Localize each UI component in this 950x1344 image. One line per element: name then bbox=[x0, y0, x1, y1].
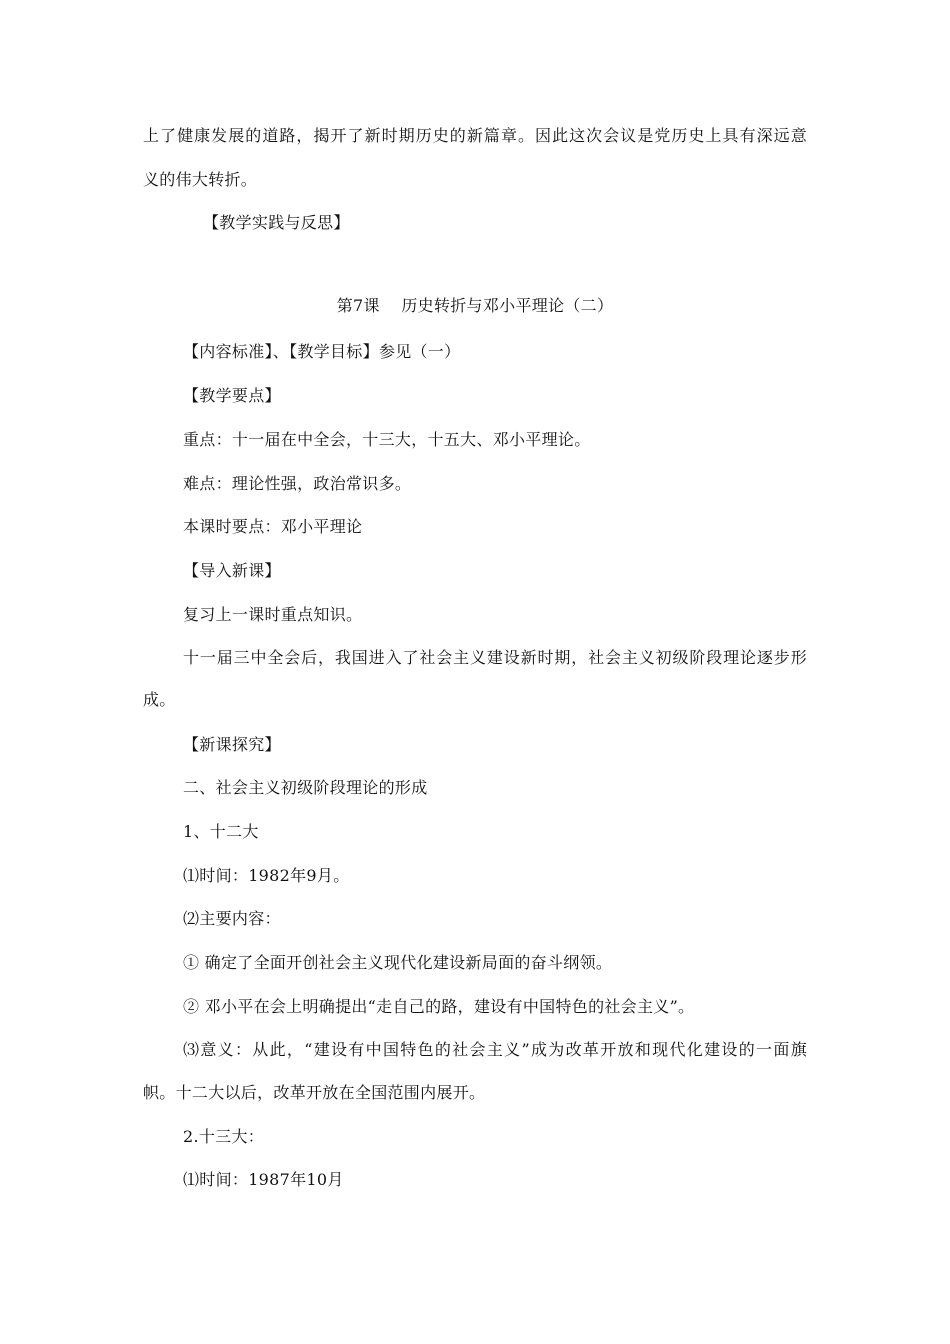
paragraph-line: 难点：理论性强，政治常识多。 bbox=[183, 474, 412, 493]
section-heading: 【教学要点】 bbox=[183, 386, 281, 405]
paragraph-line: 上了健康发展的道路，揭开了新时期历史的新篇章。因此这次会议是党历史上具有深远意 bbox=[143, 126, 807, 145]
paragraph-line: 1、十二大 bbox=[183, 822, 259, 841]
paragraph-line: 2.十三大： bbox=[183, 1127, 265, 1146]
section-heading: 【教学实践与反思】 bbox=[203, 213, 350, 232]
paragraph-line: 成。 bbox=[143, 690, 176, 709]
paragraph-line: 【内容标准】、【教学目标】参见（一） bbox=[183, 342, 461, 361]
paragraph-line: 十一届三中全会后，我国进入了社会主义建设新时期，社会主义初级阶段理论逐步形 bbox=[183, 648, 807, 667]
paragraph-line: ⑵主要内容： bbox=[183, 909, 281, 928]
paragraph-line: 帜。十二大以后，改革开放在全国范围内展开。 bbox=[143, 1083, 486, 1102]
paragraph-line: ① 确定了全面开创社会主义现代化建设新局面的奋斗纲领。 bbox=[183, 953, 613, 972]
paragraph-line: 重点：十一届在中全会，十三大，十五大、邓小平理论。 bbox=[183, 430, 591, 449]
paragraph-line: 义的伟大转折。 bbox=[143, 170, 258, 189]
paragraph-line: ⑴时间：1987年10月 bbox=[183, 1170, 344, 1189]
lesson-title: 第7课 历史转折与邓小平理论（二） bbox=[336, 296, 614, 315]
paragraph-line: ⑴时间：1982年9月。 bbox=[183, 866, 350, 885]
paragraph-line: ② 邓小平在会上明确提出“走自己的路，建设有中国特色的社会主义”。 bbox=[183, 997, 695, 1016]
paragraph-line: 二、社会主义初级阶段理论的形成 bbox=[183, 778, 428, 797]
paragraph-line: 本课时要点：邓小平理论 bbox=[183, 517, 363, 536]
paragraph-line: ⑶意义：从此，“建设有中国特色的社会主义”成为改革开放和现代化建设的一面旗 bbox=[183, 1040, 807, 1059]
section-heading: 【新课探究】 bbox=[183, 735, 281, 754]
section-heading: 【导入新课】 bbox=[183, 561, 281, 580]
paragraph-line: 复习上一课时重点知识。 bbox=[183, 605, 363, 624]
